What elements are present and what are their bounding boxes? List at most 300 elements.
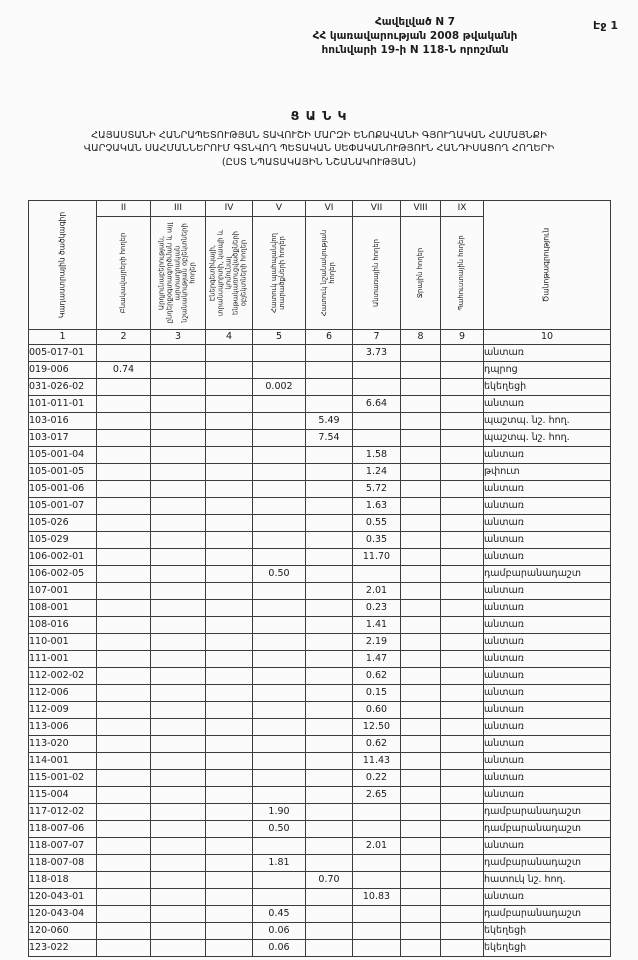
cell-note: հատուկ նշ. հող.	[484, 871, 611, 888]
cell-value	[306, 854, 353, 871]
cell-value	[441, 701, 484, 718]
cell-value	[97, 429, 151, 446]
col-header	[306, 216, 353, 329]
cell-value	[253, 701, 306, 718]
cell-value	[97, 786, 151, 803]
cell-cadastral-code: 005-017-01	[29, 344, 97, 361]
col-header	[441, 216, 484, 329]
cell-value	[441, 769, 484, 786]
cell-cadastral-code: 103-017	[29, 429, 97, 446]
cell-value	[206, 463, 253, 480]
cell-cadastral-code: 019-006	[29, 361, 97, 378]
header-line-appendix: Հավելված N 7	[374, 16, 456, 28]
cell-cadastral-code: 115-001-02	[29, 769, 97, 786]
table-row	[29, 905, 611, 922]
cell-value	[353, 905, 401, 922]
cell-value	[151, 514, 206, 531]
col-header-cadastral-code	[29, 200, 97, 329]
table-row	[29, 803, 611, 820]
cell-value	[441, 752, 484, 769]
cell-value	[401, 650, 441, 667]
cell-value: 0.50	[253, 565, 306, 582]
cell-value	[401, 803, 441, 820]
column-number: 6	[306, 329, 353, 344]
cell-value: 0.74	[97, 361, 151, 378]
cell-value: 11.43	[353, 752, 401, 769]
cell-note: անտառ	[484, 344, 611, 361]
cell-value	[353, 939, 401, 956]
column-number: 9	[441, 329, 484, 344]
table-row	[29, 769, 611, 786]
cell-value	[151, 922, 206, 939]
cell-value	[151, 803, 206, 820]
cell-value: 2.01	[353, 582, 401, 599]
cell-value	[401, 837, 441, 854]
table-row	[29, 922, 611, 939]
col-header	[97, 216, 151, 329]
cell-value	[151, 378, 206, 395]
cell-value	[401, 480, 441, 497]
cell-value	[253, 667, 306, 684]
cell-value	[206, 378, 253, 395]
cell-value	[306, 463, 353, 480]
table-row	[29, 837, 611, 854]
cell-cadastral-code: 123-022	[29, 939, 97, 956]
table-row	[29, 871, 611, 888]
cell-note: անտառ	[484, 616, 611, 633]
cell-value	[306, 361, 353, 378]
cell-value	[441, 905, 484, 922]
cell-value: 2.65	[353, 786, 401, 803]
cell-value: 6.64	[353, 395, 401, 412]
cell-value	[253, 548, 306, 565]
cell-cadastral-code: 105-029	[29, 531, 97, 548]
cell-value	[253, 752, 306, 769]
table-row	[29, 361, 611, 378]
cell-cadastral-code: 117-012-02	[29, 803, 97, 820]
cell-value	[306, 378, 353, 395]
table-row	[29, 531, 611, 548]
cell-value	[441, 514, 484, 531]
cell-note: անտառ	[484, 837, 611, 854]
cell-value	[306, 701, 353, 718]
cell-value	[401, 548, 441, 565]
cell-value	[151, 701, 206, 718]
cell-note: պաշտպ. նշ. հող.	[484, 429, 611, 446]
cell-value	[206, 565, 253, 582]
cell-value	[441, 463, 484, 480]
cell-value: 0.22	[353, 769, 401, 786]
cell-value	[306, 344, 353, 361]
cell-value	[441, 667, 484, 684]
cell-value	[253, 463, 306, 480]
cell-value	[401, 888, 441, 905]
cell-value	[151, 497, 206, 514]
cell-value	[253, 531, 306, 548]
cell-value	[151, 905, 206, 922]
cell-note: անտառ	[484, 633, 611, 650]
cell-note: թփուտ	[484, 463, 611, 480]
column-number: 1	[29, 329, 97, 344]
cell-value	[401, 344, 441, 361]
cell-cadastral-code: 118-018	[29, 871, 97, 888]
column-number: 2	[97, 329, 151, 344]
table-row	[29, 378, 611, 395]
cell-value	[253, 718, 306, 735]
cell-note: դամբարանադաշտ	[484, 854, 611, 871]
cell-value	[151, 361, 206, 378]
cell-value: 0.06	[253, 922, 306, 939]
cell-value	[353, 820, 401, 837]
cell-value	[206, 616, 253, 633]
cell-value	[401, 446, 441, 463]
cell-value	[353, 429, 401, 446]
cell-value	[151, 888, 206, 905]
table-body	[29, 344, 611, 956]
cell-cadastral-code: 110-001	[29, 633, 97, 650]
cell-value: 1.63	[353, 497, 401, 514]
cell-value	[253, 633, 306, 650]
cell-value	[97, 480, 151, 497]
cell-value	[97, 684, 151, 701]
cell-value: 1.81	[253, 854, 306, 871]
cell-note: դամբարանադաշտ	[484, 905, 611, 922]
cell-value	[151, 667, 206, 684]
cell-value	[306, 446, 353, 463]
cell-value	[97, 667, 151, 684]
cell-note: անտառ	[484, 684, 611, 701]
cell-value	[441, 718, 484, 735]
cell-value	[401, 718, 441, 735]
cell-value	[306, 565, 353, 582]
cell-value	[151, 463, 206, 480]
cell-value	[151, 582, 206, 599]
cell-cadastral-code: 120-060	[29, 922, 97, 939]
cell-value	[206, 735, 253, 752]
cell-value	[206, 922, 253, 939]
cell-value	[401, 769, 441, 786]
cell-note: անտառ	[484, 582, 611, 599]
cell-value	[151, 599, 206, 616]
cell-value	[206, 786, 253, 803]
cell-value	[441, 497, 484, 514]
cell-value	[97, 752, 151, 769]
subtitle-line-1: ՀԱՅԱՍՏԱՆԻ ՀԱՆՐԱՊԵՏՈՒԹՅԱՆ ՏԱՎՈՒՇԻ ՄԱՐԶԻ ԵՆՈՔԱՎԱՆԻ ԳՅՈՒՂԱԿԱՆ ՀԱՄԱՅՆՔԻ	[91, 129, 547, 141]
table-row	[29, 480, 611, 497]
cell-cadastral-code: 105-001-05	[29, 463, 97, 480]
cell-cadastral-code: 112-002-02	[29, 667, 97, 684]
cell-value	[441, 361, 484, 378]
cell-value: 0.15	[353, 684, 401, 701]
cell-value	[306, 752, 353, 769]
cell-value	[253, 735, 306, 752]
cell-note: անտառ	[484, 599, 611, 616]
cell-value	[306, 548, 353, 565]
cell-value	[401, 735, 441, 752]
table-row	[29, 684, 611, 701]
cell-value	[97, 565, 151, 582]
cell-value	[353, 412, 401, 429]
cell-value	[151, 871, 206, 888]
cell-value	[97, 463, 151, 480]
roman-numeral: V	[253, 200, 306, 216]
cell-value	[353, 854, 401, 871]
table-row	[29, 718, 611, 735]
cell-cadastral-code: 105-026	[29, 514, 97, 531]
cell-value	[151, 752, 206, 769]
roman-numeral: IV	[206, 200, 253, 216]
cell-value	[206, 684, 253, 701]
cell-value	[306, 633, 353, 650]
cell-value	[253, 497, 306, 514]
cell-value	[206, 548, 253, 565]
cell-value	[306, 718, 353, 735]
cell-value	[306, 599, 353, 616]
cell-value	[253, 514, 306, 531]
cell-value	[97, 412, 151, 429]
cell-value	[151, 531, 206, 548]
cell-value	[353, 803, 401, 820]
cell-value	[401, 378, 441, 395]
cell-value	[441, 854, 484, 871]
cell-value	[306, 514, 353, 531]
col-header-note	[484, 200, 611, 329]
cell-value	[306, 684, 353, 701]
cell-cadastral-code: 118-007-08	[29, 854, 97, 871]
cell-value	[206, 718, 253, 735]
cell-value	[441, 378, 484, 395]
cell-value	[151, 854, 206, 871]
table-row	[29, 616, 611, 633]
cell-note: դամբարանադաշտ	[484, 820, 611, 837]
table-row	[29, 497, 611, 514]
cell-value	[441, 582, 484, 599]
col-header	[151, 216, 206, 329]
cell-value: 7.54	[306, 429, 353, 446]
header-line-government: ՀՀ կառավարության 2008 թվականի	[312, 30, 518, 43]
cell-value	[441, 803, 484, 820]
cell-value	[401, 531, 441, 548]
table-row	[29, 701, 611, 718]
cell-value: 1.90	[253, 803, 306, 820]
cell-note: եկեղեցի	[484, 922, 611, 939]
cell-value: 0.70	[306, 871, 353, 888]
cell-value	[206, 888, 253, 905]
cell-value	[151, 429, 206, 446]
table-row	[29, 650, 611, 667]
cell-value: 2.19	[353, 633, 401, 650]
table-row	[29, 429, 611, 446]
cell-note: անտառ	[484, 548, 611, 565]
cell-value: 0.62	[353, 735, 401, 752]
cell-value	[97, 939, 151, 956]
cell-cadastral-code: 108-016	[29, 616, 97, 633]
cell-value	[441, 922, 484, 939]
cell-cadastral-code: 107-001	[29, 582, 97, 599]
cell-value	[306, 905, 353, 922]
table-row	[29, 888, 611, 905]
cell-value	[151, 939, 206, 956]
cell-value	[441, 939, 484, 956]
roman-numeral: II	[97, 200, 151, 216]
table-row	[29, 412, 611, 429]
cell-note: անտառ	[484, 769, 611, 786]
cell-value	[253, 412, 306, 429]
cell-value	[253, 429, 306, 446]
cell-cadastral-code: 118-007-06	[29, 820, 97, 837]
cell-note: անտառ	[484, 395, 611, 412]
cell-cadastral-code: 112-009	[29, 701, 97, 718]
cell-value	[441, 650, 484, 667]
table-head	[29, 200, 611, 344]
cell-value	[306, 582, 353, 599]
cell-value	[253, 480, 306, 497]
cell-value	[441, 412, 484, 429]
cell-value	[401, 939, 441, 956]
cell-value	[151, 565, 206, 582]
cell-value	[97, 718, 151, 735]
cell-cadastral-code: 120-043-04	[29, 905, 97, 922]
cell-value	[151, 548, 206, 565]
cell-value: 0.002	[253, 378, 306, 395]
cell-note: անտառ	[484, 497, 611, 514]
page-number: Էջ 1	[593, 19, 618, 32]
cell-value	[206, 871, 253, 888]
cell-value	[441, 837, 484, 854]
cell-value	[151, 786, 206, 803]
cell-value	[253, 599, 306, 616]
cell-value: 12.50	[353, 718, 401, 735]
cell-value	[206, 514, 253, 531]
col-header	[401, 216, 441, 329]
col-header-cadastral-code-text: Կադաստրային ծածկագիր	[57, 211, 67, 318]
cell-cadastral-code: 112-006	[29, 684, 97, 701]
table-row	[29, 599, 611, 616]
cell-value	[97, 446, 151, 463]
cell-value	[253, 395, 306, 412]
cell-note: անտառ	[484, 514, 611, 531]
cell-note: անտառ	[484, 667, 611, 684]
cell-value	[97, 548, 151, 565]
cell-value	[401, 633, 441, 650]
column-number: 3	[151, 329, 206, 344]
cell-cadastral-code: 111-001	[29, 650, 97, 667]
col-header	[206, 216, 253, 329]
cell-value	[353, 922, 401, 939]
cell-cadastral-code: 113-020	[29, 735, 97, 752]
table-row	[29, 786, 611, 803]
cell-value	[253, 769, 306, 786]
cell-value	[253, 786, 306, 803]
document-title: Ց Ա Ն Կ	[290, 107, 348, 123]
cell-value	[401, 820, 441, 837]
roman-numeral: VI	[306, 200, 353, 216]
cell-value	[401, 922, 441, 939]
cell-value	[151, 633, 206, 650]
cell-value	[306, 820, 353, 837]
land-registry-table	[28, 200, 611, 957]
cell-value	[306, 497, 353, 514]
cell-value	[206, 769, 253, 786]
cell-value	[401, 786, 441, 803]
cell-value	[441, 548, 484, 565]
cell-value	[206, 344, 253, 361]
cell-cadastral-code: 031-026-02	[29, 378, 97, 395]
cell-note: անտառ	[484, 735, 611, 752]
cell-value	[441, 735, 484, 752]
cell-value	[306, 667, 353, 684]
cell-value	[97, 633, 151, 650]
col-header	[253, 216, 306, 329]
cell-value	[206, 599, 253, 616]
roman-numeral: VII	[353, 200, 401, 216]
roman-numeral: III	[151, 200, 206, 216]
cell-cadastral-code: 106-002-05	[29, 565, 97, 582]
cell-cadastral-code: 105-001-06	[29, 480, 97, 497]
cell-note: դպրոց	[484, 361, 611, 378]
column-number: 5	[253, 329, 306, 344]
cell-value: 0.62	[353, 667, 401, 684]
cell-value	[97, 922, 151, 939]
cell-value	[206, 701, 253, 718]
table-row	[29, 463, 611, 480]
cell-cadastral-code: 114-001	[29, 752, 97, 769]
cell-value	[401, 514, 441, 531]
cell-value	[253, 344, 306, 361]
cell-value	[206, 429, 253, 446]
cell-value	[306, 922, 353, 939]
cell-value	[306, 650, 353, 667]
cell-value	[206, 854, 253, 871]
cell-value	[306, 803, 353, 820]
cell-value	[206, 361, 253, 378]
cell-value	[306, 531, 353, 548]
subtitle-line-3: (ԸՍՏ ՆՊԱՏԱԿԱՅԻՆ ՆՇԱՆԱԿՈՒԹՅԱՆ)	[221, 156, 417, 168]
cell-value	[253, 650, 306, 667]
col-header-text: Արդյունաբերության, ընդերքօգտագործման և այլ արտադրական նշանակության օբյեկտների հողեր	[157, 222, 197, 323]
cell-value	[151, 718, 206, 735]
cell-value: 0.50	[253, 820, 306, 837]
column-number: 4	[206, 329, 253, 344]
table-row	[29, 633, 611, 650]
cell-value: 1.24	[353, 463, 401, 480]
table-row	[29, 582, 611, 599]
cell-value	[401, 616, 441, 633]
cell-value	[206, 650, 253, 667]
cell-value	[97, 599, 151, 616]
cell-value	[151, 395, 206, 412]
cell-note: անտառ	[484, 718, 611, 735]
cell-value	[401, 582, 441, 599]
cell-value	[306, 888, 353, 905]
cell-value	[151, 616, 206, 633]
cell-note: անտառ	[484, 786, 611, 803]
cell-value	[97, 735, 151, 752]
table-row	[29, 514, 611, 531]
cell-value: 0.35	[353, 531, 401, 548]
cell-value	[401, 412, 441, 429]
cell-value	[206, 412, 253, 429]
cell-cadastral-code: 103-016	[29, 412, 97, 429]
cell-value	[306, 837, 353, 854]
cell-value	[97, 378, 151, 395]
cell-note: դամբարանադաշտ	[484, 803, 611, 820]
cell-note: անտառ	[484, 531, 611, 548]
cell-value: 3.73	[353, 344, 401, 361]
cell-value	[97, 650, 151, 667]
cell-cadastral-code: 105-001-07	[29, 497, 97, 514]
cell-value	[97, 888, 151, 905]
